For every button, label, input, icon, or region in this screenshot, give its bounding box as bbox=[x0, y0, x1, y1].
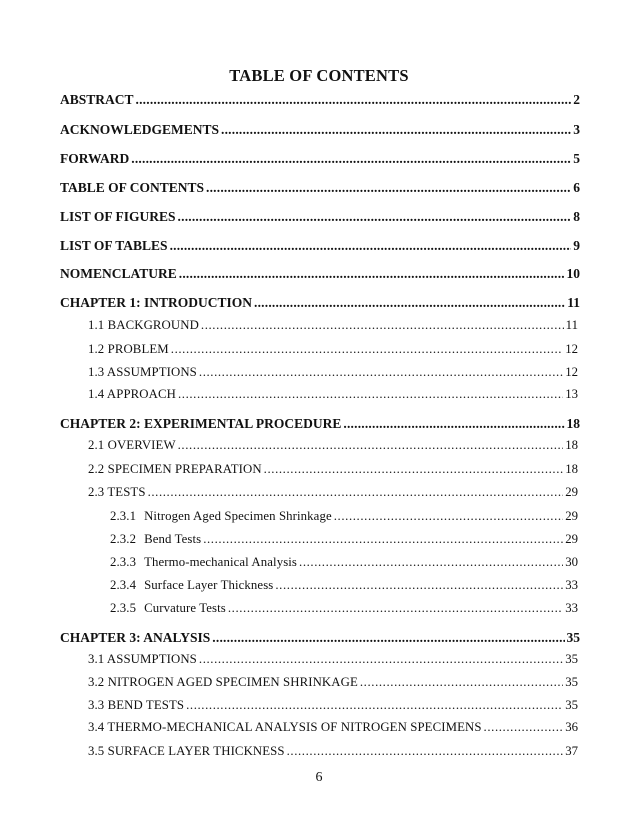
dot-leader bbox=[264, 462, 564, 477]
toc-entry-label: SPECIMEN PREPARATION bbox=[107, 462, 262, 476]
section-number: 1.4 bbox=[88, 387, 105, 401]
toc-entry-label: Bend Tests bbox=[144, 532, 202, 546]
dot-leader bbox=[178, 438, 564, 453]
toc-entry-label: ASSUMPTIONS bbox=[106, 652, 197, 666]
section-number: 2.3.3 bbox=[110, 555, 137, 569]
toc-entry-label: PROBLEM bbox=[107, 342, 169, 356]
toc-entry-2-3[interactable] bbox=[88, 485, 578, 500]
dot-leader bbox=[199, 365, 563, 380]
toc-entry-page: 29 bbox=[565, 509, 578, 523]
toc-entry-label: LIST OF FIGURES bbox=[60, 209, 176, 224]
dot-leader bbox=[199, 652, 563, 667]
dot-leader bbox=[343, 416, 564, 432]
toc-entry-label: ACKNOWLEDGEMENTS bbox=[60, 122, 220, 137]
toc-entry-acknowledgements[interactable] bbox=[60, 122, 580, 138]
dot-leader bbox=[360, 675, 563, 690]
toc-entry-label: ABSTRACT bbox=[60, 92, 134, 107]
toc-entry-label: LIST OF TABLES bbox=[60, 238, 168, 253]
toc-entry-abstract[interactable] bbox=[60, 92, 580, 108]
section-number: 2.3.2 bbox=[110, 532, 137, 546]
toc-entry-page: 35 bbox=[565, 675, 578, 689]
toc-entry-page: 12 bbox=[565, 365, 578, 379]
toc-entry-label: FORWARD bbox=[60, 151, 130, 166]
section-number: 2.1 bbox=[88, 438, 105, 452]
section-number: 2.3.1 bbox=[110, 509, 137, 523]
toc-entry-page: 13 bbox=[565, 387, 578, 401]
dot-leader bbox=[228, 601, 563, 616]
toc-entry-table-of-contents[interactable] bbox=[60, 180, 580, 196]
toc-entry-page: 11 bbox=[567, 295, 580, 310]
section-number: 1.2 bbox=[88, 342, 105, 356]
toc-entry-2-3-3[interactable] bbox=[110, 555, 578, 570]
toc-entry-page: 18 bbox=[565, 462, 578, 476]
dot-leader bbox=[148, 485, 564, 500]
toc-entry-2-3-2[interactable] bbox=[110, 532, 578, 547]
toc-entry-label: BACKGROUND bbox=[107, 318, 199, 332]
toc-entry-label: Surface Layer Thickness bbox=[144, 578, 274, 592]
toc-entry-chapter-3[interactable] bbox=[60, 630, 580, 646]
dot-leader bbox=[136, 92, 572, 108]
dot-leader bbox=[287, 744, 564, 759]
toc-entry-label: CHAPTER 1: INTRODUCTION bbox=[60, 295, 253, 310]
section-number: 3.3 bbox=[88, 698, 105, 712]
toc-entry-page: 18 bbox=[566, 416, 580, 431]
toc-entry-page: 36 bbox=[565, 720, 578, 734]
section-number: 2.3.4 bbox=[110, 578, 137, 592]
section-number: 2.2 bbox=[88, 462, 105, 476]
toc-entry-3-2[interactable] bbox=[88, 675, 578, 690]
dot-leader bbox=[203, 532, 563, 547]
page-number: 6 bbox=[315, 770, 323, 785]
toc-entry-2-3-1[interactable] bbox=[110, 509, 578, 524]
toc-entry-chapter-1[interactable] bbox=[60, 295, 580, 311]
section-number: 3.4 bbox=[88, 720, 105, 734]
toc-entry-page: 33 bbox=[565, 601, 578, 615]
dot-leader bbox=[131, 151, 571, 167]
dot-leader bbox=[178, 387, 563, 402]
toc-entry-label: TESTS bbox=[107, 485, 146, 499]
dot-leader bbox=[254, 295, 565, 311]
section-number: 3.1 bbox=[88, 652, 105, 666]
dot-leader bbox=[170, 238, 572, 254]
section-number: 3.2 bbox=[88, 675, 105, 689]
toc-entry-page: 35 bbox=[565, 652, 578, 666]
toc-entry-page: 29 bbox=[565, 532, 578, 546]
toc-entry-label: Curvature Tests bbox=[144, 601, 226, 615]
dot-leader bbox=[201, 318, 564, 333]
toc-entry-2-3-4[interactable] bbox=[110, 578, 578, 593]
dot-leader bbox=[275, 578, 563, 593]
toc-entry-page: 9 bbox=[573, 238, 580, 253]
toc-entry-label: THERMO-MECHANICAL ANALYSIS OF NITROGEN SPECIMENS bbox=[107, 720, 482, 734]
dot-leader bbox=[171, 342, 563, 357]
toc-entry-label: Thermo-mechanical Analysis bbox=[144, 555, 298, 569]
toc-entry-label: CHAPTER 2: EXPERIMENTAL PROCEDURE bbox=[60, 416, 342, 431]
toc-entry-label: BEND TESTS bbox=[107, 698, 185, 712]
toc-entry-page: 29 bbox=[565, 485, 578, 499]
section-number: 1.1 bbox=[88, 318, 105, 332]
section-number: 2.3.5 bbox=[110, 601, 137, 615]
toc-entry-1-3[interactable] bbox=[88, 365, 578, 380]
toc-entry-list-of-figures[interactable] bbox=[60, 209, 580, 225]
toc-entry-label: NITROGEN AGED SPECIMEN SHRINKAGE bbox=[107, 675, 358, 689]
dot-leader bbox=[206, 180, 571, 196]
toc-entry-2-2[interactable] bbox=[88, 462, 578, 477]
toc-entry-3-4[interactable] bbox=[88, 720, 578, 735]
toc-entry-page: 5 bbox=[573, 151, 580, 166]
toc-entry-label: APPROACH bbox=[106, 387, 176, 401]
toc-entry-page: 33 bbox=[565, 578, 578, 592]
toc-entry-page: 8 bbox=[573, 209, 580, 224]
dot-leader bbox=[212, 630, 564, 646]
toc-entry-label: CHAPTER 3: ANALYSIS bbox=[60, 630, 211, 645]
toc-entry-label: TABLE OF CONTENTS bbox=[60, 180, 205, 195]
toc-entry-1-2[interactable] bbox=[88, 342, 578, 357]
toc-entry-page: 2 bbox=[573, 92, 580, 107]
dot-leader bbox=[299, 555, 563, 570]
toc-entry-1-4[interactable] bbox=[88, 387, 578, 402]
toc-entry-2-3-5[interactable] bbox=[110, 601, 578, 616]
toc-entry-page: 10 bbox=[566, 266, 580, 281]
section-number: 3.5 bbox=[88, 744, 105, 758]
toc-entry-page: 3 bbox=[573, 122, 580, 137]
toc-entry-3-1[interactable] bbox=[88, 652, 578, 667]
toc-entry-page: 18 bbox=[565, 438, 578, 452]
page-title: TABLE OF CONTENTS bbox=[229, 66, 409, 85]
toc-entry-page: 35 bbox=[565, 698, 578, 712]
toc-entry-label: OVERVIEW bbox=[107, 438, 176, 452]
toc-entry-label: Nitrogen Aged Specimen Shrinkage bbox=[144, 509, 332, 523]
toc-entry-nomenclature[interactable] bbox=[60, 266, 580, 282]
toc-entry-page: 37 bbox=[565, 744, 578, 758]
toc-entry-label: ASSUMPTIONS bbox=[106, 365, 197, 379]
toc-entry-3-3[interactable] bbox=[88, 698, 578, 713]
toc-entry-label: SURFACE LAYER THICKNESS bbox=[107, 744, 285, 758]
dot-leader bbox=[179, 266, 565, 282]
toc-entry-label: NOMENCLATURE bbox=[60, 266, 177, 281]
toc-entry-page: 12 bbox=[565, 342, 578, 356]
toc-entry-page: 35 bbox=[566, 630, 580, 645]
toc-entry-2-1[interactable] bbox=[88, 438, 578, 453]
dot-leader bbox=[221, 122, 571, 138]
section-number: 1.3 bbox=[88, 365, 105, 379]
toc-entry-forward[interactable] bbox=[60, 151, 580, 167]
toc-entry-1-1[interactable] bbox=[88, 318, 578, 333]
toc-entry-chapter-2[interactable] bbox=[60, 416, 580, 432]
toc-entry-page: 11 bbox=[565, 318, 578, 332]
toc-entry-list-of-tables[interactable] bbox=[60, 238, 580, 254]
toc-entry-page: 6 bbox=[573, 180, 580, 195]
toc-entry-page: 30 bbox=[565, 555, 578, 569]
dot-leader bbox=[334, 509, 563, 524]
dot-leader bbox=[178, 209, 572, 225]
dot-leader bbox=[186, 698, 563, 713]
dot-leader bbox=[484, 720, 564, 735]
section-number: 2.3 bbox=[88, 485, 105, 499]
toc-entry-3-5[interactable] bbox=[88, 744, 578, 759]
